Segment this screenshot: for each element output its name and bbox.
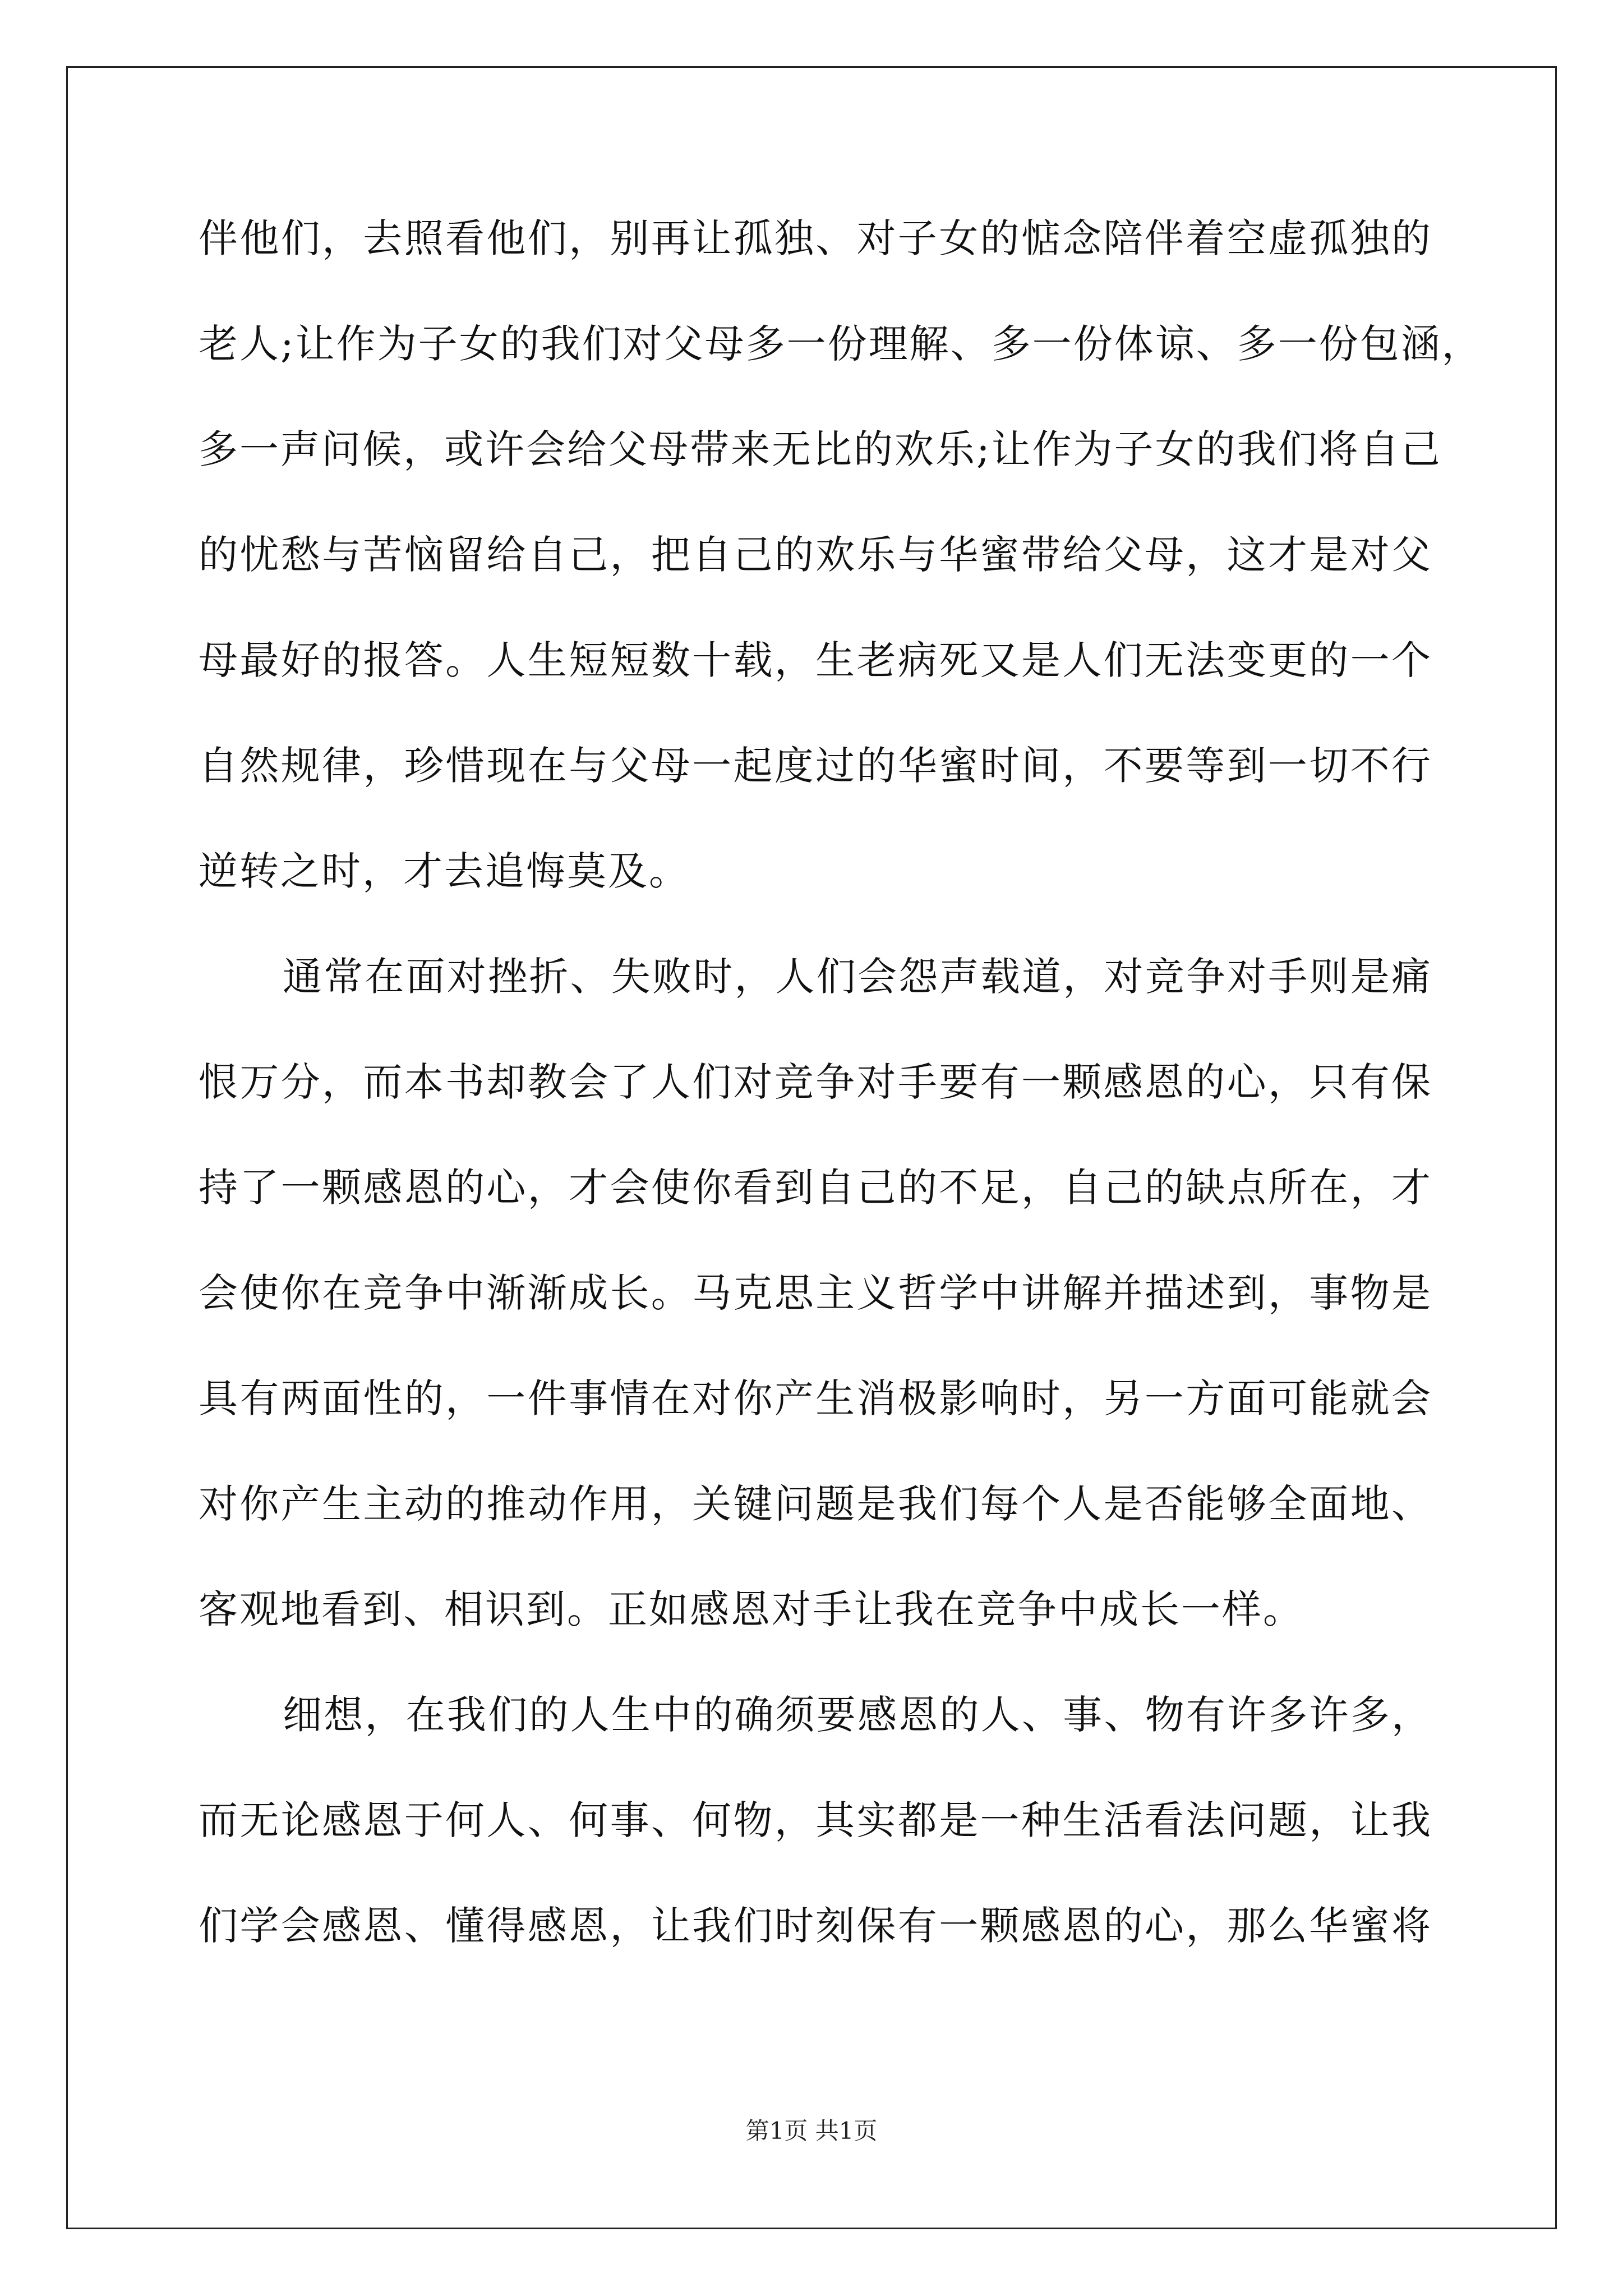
paragraph-first-line: 通常在面对挫折、失败时，人们会怨声载道，对竞争对手则是痛 [283,954,1432,1000]
paragraph-first-line: 细想，在我们的人生中的确须要感恩的人、事、物有许多许多， [283,1692,1432,1738]
text-line: 对你产生主动的推动作用，关键问题是我们每个人是否能够全面地、 [199,1481,1432,1527]
text-line: 逆转之时，才去追悔莫及。 [199,848,690,894]
text-line: 母最好的报答。人生短短数十载，生老病死又是人们无法变更的一个 [199,637,1432,683]
text-line: 客观地看到、相识到。正如感恩对手让我在竞争中成长一样。 [199,1586,1304,1632]
text-line: 伴他们，去照看他们，别再让孤独、对子女的惦念陪伴着空虚孤独的 [199,215,1432,261]
text-line: 们学会感恩、懂得感恩，让我们时刻保有一颗感恩的心，那么华蜜将 [199,1903,1432,1949]
text-line: 会使你在竞争中渐渐成长。马克思主义哲学中讲解并描述到，事物是 [199,1270,1432,1316]
page-number-footer: 第1页 共1页 [745,2117,878,2145]
text-line: 具有两面性的，一件事情在对你产生消极影响时，另一方面可能就会 [199,1375,1432,1421]
text-line: 老人;让作为子女的我们对父母多一份理解、多一份体谅、多一份包涵， [199,321,1483,367]
text-line: 恨万分，而本书却教会了人们对竞争对手要有一颗感恩的心，只有保 [199,1059,1432,1105]
text-line: 多一声问候，或许会给父母带来无比的欢乐;让作为子女的我们将自己 [199,426,1442,472]
text-line: 而无论感恩于何人、何事、何物，其实都是一种生活看法问题，让我 [199,1797,1432,1843]
text-line: 的忧愁与苦恼留给自己，把自己的欢乐与华蜜带给父母，这才是对父 [199,532,1432,578]
text-line: 持了一颗感恩的心，才会使你看到自己的不足，自己的缺点所在，才 [199,1165,1432,1211]
text-line: 自然规律，珍惜现在与父母一起度过的华蜜时间，不要等到一切不行 [199,743,1432,789]
document-body [199,215,1483,2012]
